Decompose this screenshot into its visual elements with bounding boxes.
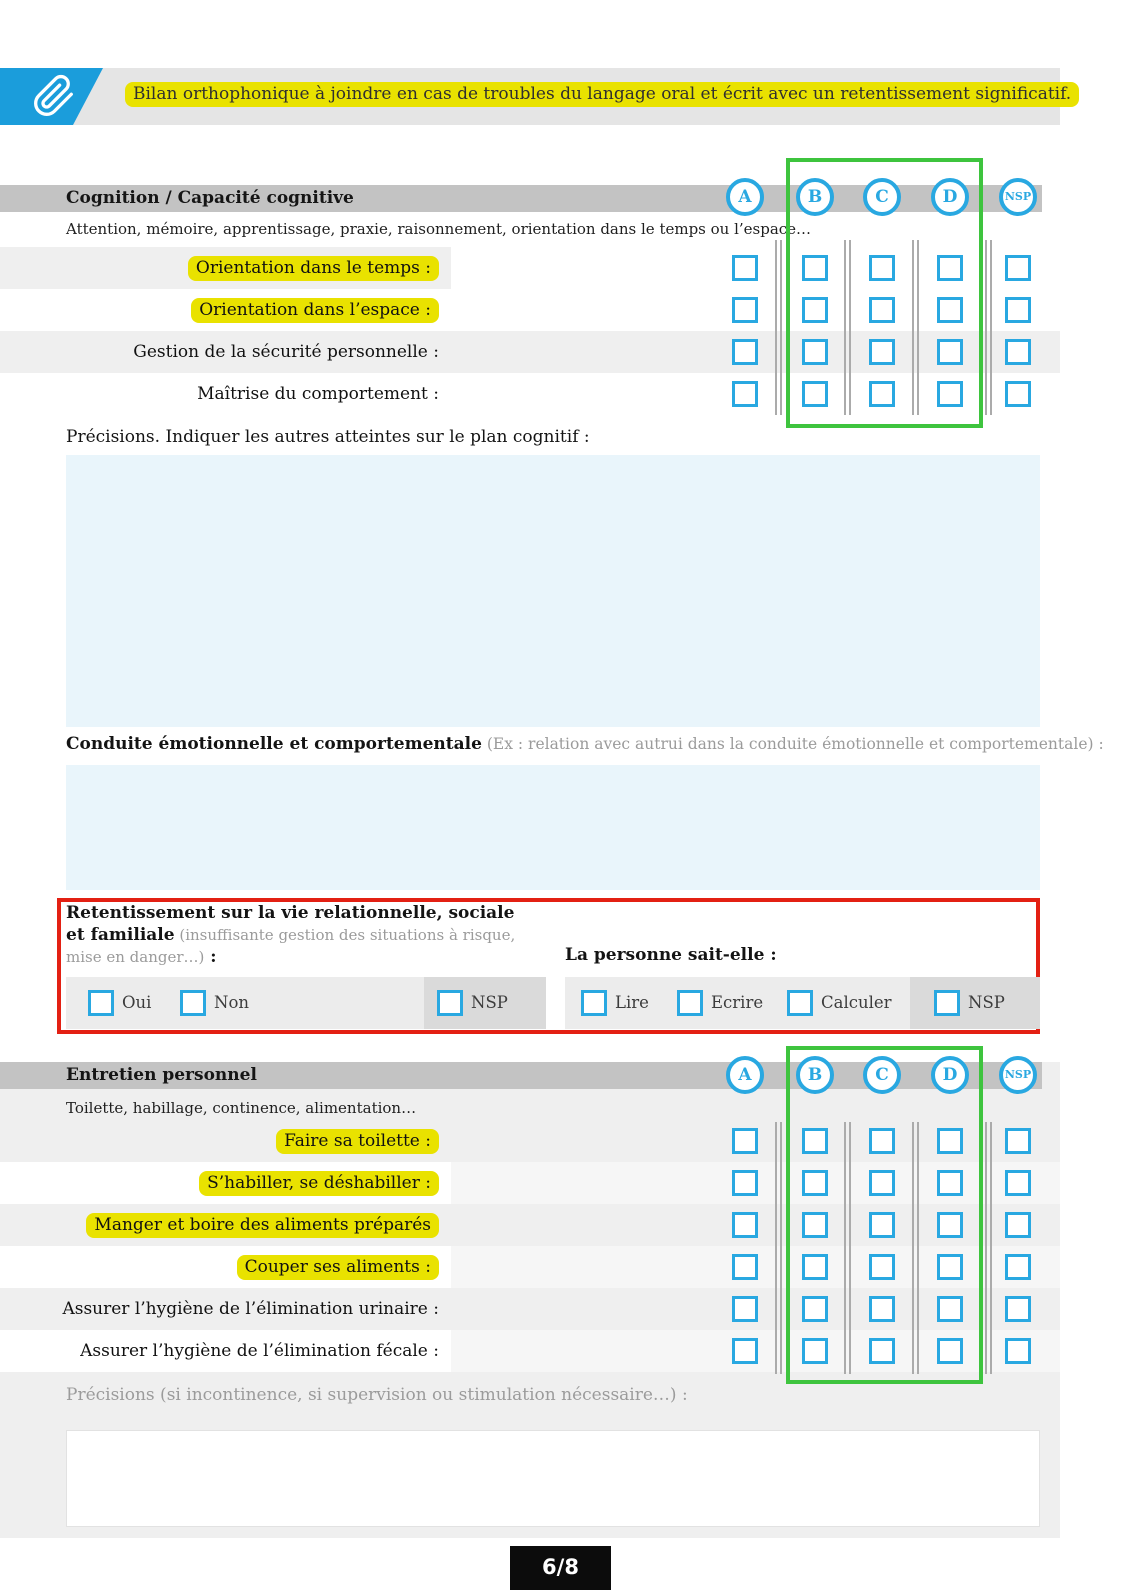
nsp-label: NSP: [471, 993, 508, 1012]
banner-note: [125, 84, 1079, 104]
ecrire-label: Ecrire: [711, 993, 764, 1012]
row-elimination-urinaire: [0, 1288, 1060, 1330]
personne-sait-elle-label: La personne sait-elle :: [565, 945, 777, 965]
checkbox-a[interactable]: [732, 1212, 758, 1238]
checkbox-d[interactable]: [937, 297, 963, 323]
checkbox-d[interactable]: [937, 1338, 963, 1364]
row-manger-boire: [0, 1204, 1060, 1246]
row-label: Couper ses aliments :: [0, 1246, 439, 1288]
row-couper-aliments: [0, 1246, 1060, 1288]
checkbox-c[interactable]: [869, 1338, 895, 1364]
row-label: Orientation dans l’espace :: [0, 289, 439, 331]
checkbox-a[interactable]: [732, 297, 758, 323]
checkbox-b[interactable]: [802, 1212, 828, 1238]
checkbox-b[interactable]: [802, 1170, 828, 1196]
checkbox-nsp[interactable]: [1005, 1212, 1031, 1238]
conduite-label: [66, 734, 1104, 754]
paperclip-icon: [32, 74, 76, 122]
checkbox-d[interactable]: [937, 1212, 963, 1238]
section-hint: Attention, mémoire, apprentissage, praxie, raisonnement, orientation dans le temps ou l’espace…: [66, 220, 812, 238]
checkbox-lire[interactable]: [581, 990, 607, 1016]
checkbox-nsp[interactable]: [1005, 1296, 1031, 1322]
checkbox-d[interactable]: [937, 1170, 963, 1196]
page-number: 6/8: [510, 1546, 611, 1590]
conduite-label-bold: Conduite émotionnelle et comportementale: [66, 734, 482, 754]
row-label: S’habiller, se déshabiller :: [0, 1162, 439, 1204]
checkbox-a[interactable]: [732, 1296, 758, 1322]
checkbox-c[interactable]: [869, 339, 895, 365]
checkbox-nsp[interactable]: [1005, 255, 1031, 281]
checkbox-b[interactable]: [802, 339, 828, 365]
checkbox-b[interactable]: [802, 1254, 828, 1280]
checkbox-c[interactable]: [869, 1296, 895, 1322]
column-header-nsp: NSP: [999, 1056, 1037, 1094]
column-header-a: A: [726, 178, 764, 216]
column-header-b: B: [796, 1056, 834, 1094]
checkbox-nsp[interactable]: [437, 990, 463, 1016]
retentissement-title-line2: et familiale (insuffisante gestion des situations à risque,: [66, 925, 516, 945]
checkbox-nsp[interactable]: [1005, 1254, 1031, 1280]
column-header-c: C: [863, 178, 901, 216]
checkbox-calculer[interactable]: [787, 990, 813, 1016]
checkbox-b[interactable]: [802, 297, 828, 323]
non-label: Non: [214, 993, 249, 1012]
checkbox-nsp[interactable]: [1005, 297, 1031, 323]
checkbox-d[interactable]: [937, 1296, 963, 1322]
column-header-b: B: [796, 178, 834, 216]
checkbox-c[interactable]: [869, 1254, 895, 1280]
checkbox-b[interactable]: [802, 1296, 828, 1322]
checkbox-c[interactable]: [869, 1212, 895, 1238]
calculer-label: Calculer: [821, 993, 892, 1012]
checkbox-nsp[interactable]: [1005, 1170, 1031, 1196]
checkbox-nsp[interactable]: [1005, 339, 1031, 365]
checkbox-b[interactable]: [802, 381, 828, 407]
checkbox-d[interactable]: [937, 1128, 963, 1154]
checkbox-a[interactable]: [732, 339, 758, 365]
row-label: Assurer l’hygiène de l’élimination fécale :: [80, 1341, 439, 1361]
checkbox-c[interactable]: [869, 255, 895, 281]
row-label: Faire sa toilette :: [0, 1120, 439, 1162]
section-title: Entretien personnel: [66, 1065, 257, 1085]
precisions-cognitif-label: Précisions. Indiquer les autres atteintes sur le plan cognitif :: [66, 427, 590, 447]
row-habiller: [0, 1162, 1060, 1204]
checkbox-c[interactable]: [869, 1128, 895, 1154]
checkbox-non[interactable]: [180, 990, 206, 1016]
conduite-label-rest: (Ex : relation avec autrui dans la conduite émotionnelle et comportementale) :: [481, 735, 1104, 753]
column-header-c: C: [863, 1056, 901, 1094]
row-label: Maîtrise du comportement :: [197, 384, 439, 404]
checkbox-c[interactable]: [869, 381, 895, 407]
checkbox-oui[interactable]: [88, 990, 114, 1016]
checkbox-nsp[interactable]: [1005, 1128, 1031, 1154]
retentissement-title-line1: Retentissement sur la vie relationnelle, sociale: [66, 903, 515, 923]
checkbox-nsp[interactable]: [1005, 381, 1031, 407]
banner-note-text: Bilan orthophonique à joindre en cas de troubles du langage oral et écrit avec un retentissement significatif.: [125, 82, 1079, 107]
section-hint: Toilette, habillage, continence, alimentation…: [66, 1099, 417, 1117]
checkbox-c[interactable]: [869, 297, 895, 323]
checkbox-a[interactable]: [732, 255, 758, 281]
row-label: Manger et boire des aliments préparés: [0, 1204, 439, 1246]
precisions-incontinence-label: Précisions (si incontinence, si supervision ou stimulation nécessaire…) :: [66, 1385, 688, 1405]
checkbox-ecrire[interactable]: [677, 990, 703, 1016]
row-securite-personnelle: [0, 331, 1060, 373]
column-header-nsp: NSP: [999, 178, 1037, 216]
checkbox-a[interactable]: [732, 1254, 758, 1280]
checkbox-a[interactable]: [732, 1128, 758, 1154]
precisions-incontinence-field[interactable]: [66, 1430, 1040, 1527]
column-header-d: D: [931, 178, 969, 216]
column-header-d: D: [931, 1056, 969, 1094]
checkbox-nsp[interactable]: [1005, 1338, 1031, 1364]
section-title: Cognition / Capacité cognitive: [66, 188, 354, 208]
checkbox-d[interactable]: [937, 255, 963, 281]
checkbox-d[interactable]: [937, 339, 963, 365]
precisions-cognitif-field[interactable]: [66, 455, 1040, 727]
row-faire-sa-toilette: [0, 1120, 1060, 1162]
row-label: Assurer l’hygiène de l’élimination urinaire :: [62, 1299, 439, 1319]
lire-label: Lire: [615, 993, 649, 1012]
checkbox-b[interactable]: [802, 255, 828, 281]
checkbox-c[interactable]: [869, 1170, 895, 1196]
row-elimination-fecale: [0, 1330, 1060, 1372]
oui-label: Oui: [122, 993, 152, 1012]
checkbox-d[interactable]: [937, 1254, 963, 1280]
checkbox-a[interactable]: [732, 1338, 758, 1364]
row-orientation-temps: [0, 247, 1060, 289]
checkbox-b[interactable]: [802, 1338, 828, 1364]
row-label: Gestion de la sécurité personnelle :: [133, 342, 439, 362]
row-orientation-espace: [0, 289, 1060, 331]
column-header-a: A: [726, 1056, 764, 1094]
checkbox-skills-nsp[interactable]: [934, 990, 960, 1016]
skills-nsp-label: NSP: [968, 993, 1005, 1012]
row-maitrise-comportement: [0, 373, 1060, 415]
checkbox-b[interactable]: [802, 1128, 828, 1154]
checkbox-d[interactable]: [937, 381, 963, 407]
retentissement-title-line3: mise en danger…) :: [66, 947, 217, 967]
conduite-field[interactable]: [66, 765, 1040, 890]
checkbox-a[interactable]: [732, 1170, 758, 1196]
checkbox-a[interactable]: [732, 381, 758, 407]
row-label: Orientation dans le temps :: [0, 247, 439, 289]
